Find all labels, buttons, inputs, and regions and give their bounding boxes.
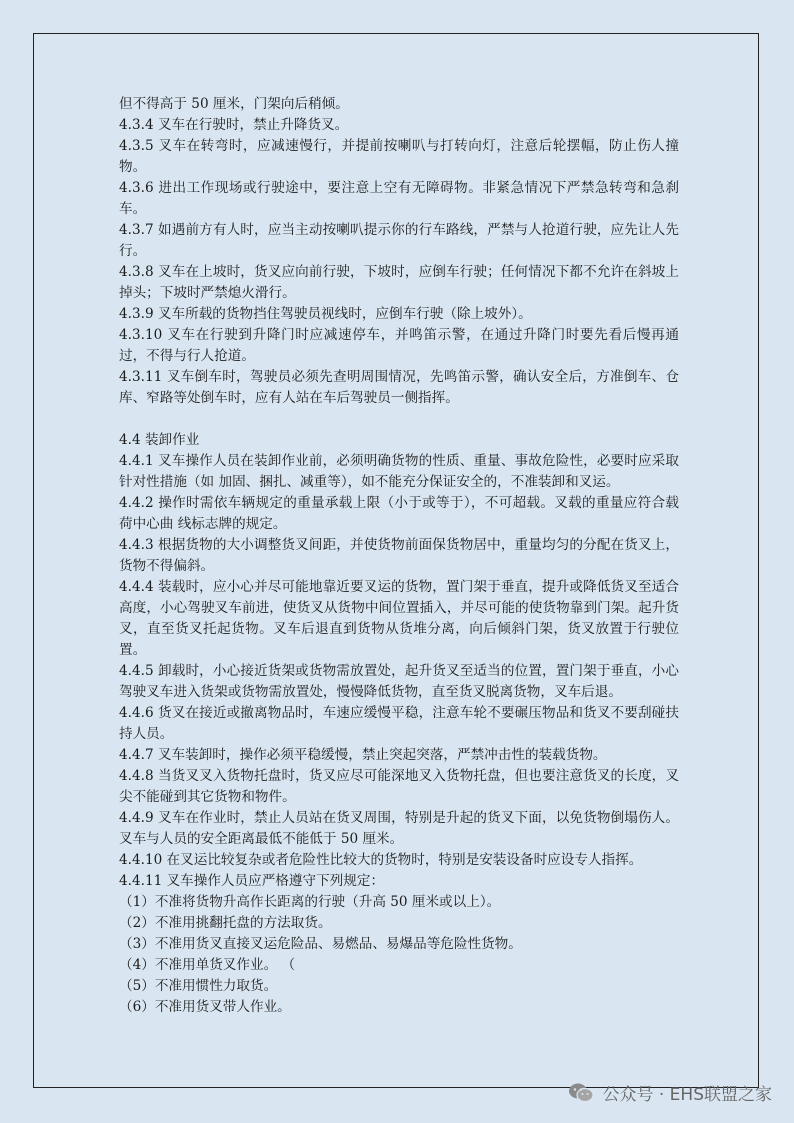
- paragraph: 4.4.6 货叉在接近或撤离物品时，车速应缓慢平稳，注意车轮不要碾压物品和货叉不要刮碰扶持人员。: [119, 705, 679, 742]
- paragraph: 4.3.10 叉车在行驶到升降门时应减速停车，并鸣笛示警，在通过升降门时要先看后慢再通过，不得与行人抢道。: [119, 327, 679, 364]
- paragraph: 4.3.4 叉车在行驶时，禁止升降货叉。: [119, 117, 349, 133]
- paragraph: 4.3.8 叉车在上坡时，货叉应向前行驶，下坡时，应倒车行驶；任何情况下都不允许在斜坡上掉头；下坡时严禁熄火滑行。: [119, 264, 679, 301]
- paragraph: 4.3.11 叉车倒车时，驾驶员必须先查明周围情况，先鸣笛示警，确认安全后，方准倒车、仓库、窄路等处倒车时，应有人站在车后驾驶员一侧指挥。: [119, 369, 679, 406]
- paragraph: 4.4 装卸作业: [119, 432, 200, 448]
- paragraph: 4.4.10 在叉运比较复杂或者危险性比较大的货物时，特别是安装设备时应设专人指挥。: [119, 852, 643, 868]
- paragraph-gap: [119, 409, 679, 430]
- paragraph: （2）不准用挑翻托盘的方法取货。: [119, 915, 332, 931]
- paragraph: 4.4.3 根据货物的大小调整货叉间距，并使货物前面保货物居中，重量均匀的分配在货叉上，货物不得偏斜。: [119, 537, 679, 574]
- paragraph: （5）不准用惯性力取货。: [119, 978, 278, 994]
- paragraph: 4.3.9 叉车所载的货物挡住驾驶员视线时，应倒车行驶（除上坡外）。: [119, 306, 532, 322]
- paragraph: 4.3.6 进出工作现场或行驶途中，要注意上空有无障碍物。非紧急情况下严禁急转弯和急刹车。: [119, 180, 679, 217]
- paragraph: 4.4.4 装载时，应小心并尽可能地靠近要叉运的货物，置门架于垂直，提升或降低货叉至适合高度，小心驾驶叉车前进，使货叉从货物中间位置插入，并尽可能的使货物靠到门架。起升货叉，直至货叉托起货物。叉车后退直到货物从货堆分离，向后倾斜门架，货叉放置于行驶位置。: [119, 579, 679, 658]
- paragraph: 4.3.5 叉车在转弯时，应减速慢行，并提前按喇叭与打转向灯，注意后轮摆幅，防止伤人撞物。: [119, 138, 679, 175]
- document-body: [119, 94, 679, 1018]
- paragraph: （3）不准用货叉直接叉运危险品、易燃品、易爆品等危险性货物。: [119, 936, 522, 952]
- paragraph: 但不得高于 50 厘米，门架向后稍倾。: [119, 96, 349, 112]
- wechat-icon: [568, 1082, 594, 1104]
- paragraph: 4.4.11 叉车操作人员应严格遵守下列规定：: [119, 873, 385, 889]
- paragraph: 4.4.9 叉车在作业时，禁止人员站在货叉周围，特别是升起的货叉下面，以免货物倒塌伤人。叉车与人员的安全距离最低不能低于 50 厘米。: [119, 810, 679, 847]
- paragraph: （4）不准用单货叉作业。 （: [119, 957, 296, 973]
- paragraph: （6）不准用货叉带人作业。: [119, 999, 291, 1015]
- paragraph: 4.3.7 如遇前方有人时，应当主动按喇叭提示你的行车路线，严禁与人抢道行驶，应先让人先行。: [119, 222, 679, 259]
- paragraph: 4.4.1 叉车操作人员在装卸作业前，必须明确货物的性质、重量、事故危险性，必要时应采取针对性措施（如 加固、捆扎、减重等），如不能充分保证安全的，不准装卸和叉运。: [119, 453, 679, 490]
- footer-label: 公众号 · EHS联盟之家: [602, 1085, 772, 1105]
- footer-credit: [568, 1080, 772, 1105]
- paragraph: 4.4.7 叉车装卸时，操作必须平稳缓慢，禁止突起突落，严禁冲击性的装载货物。: [119, 747, 607, 763]
- paragraph: （1）不准将货物升高作长距离的行驶（升高 50 厘米或以上）。: [119, 894, 501, 910]
- paragraph: 4.4.5 卸载时，小心接近货架或货物需放置处，起升货叉至适当的位置，置门架于垂直，小心驾驶叉车进入货架或货物需放置处，慢慢降低货物，直至货叉脱离货物，叉车后退。: [119, 663, 679, 700]
- paragraph: 4.4.2 操作时需依车辆规定的重量承载上限（小于或等于），不可超载。叉载的重量应符合载荷中心曲 线标志牌的规定。: [119, 495, 679, 532]
- paragraph: 4.4.8 当货叉叉入货物托盘时，货叉应尽可能深地叉入货物托盘，但也要注意货叉的长度，叉尖不能碰到其它货物和物件。: [119, 768, 679, 805]
